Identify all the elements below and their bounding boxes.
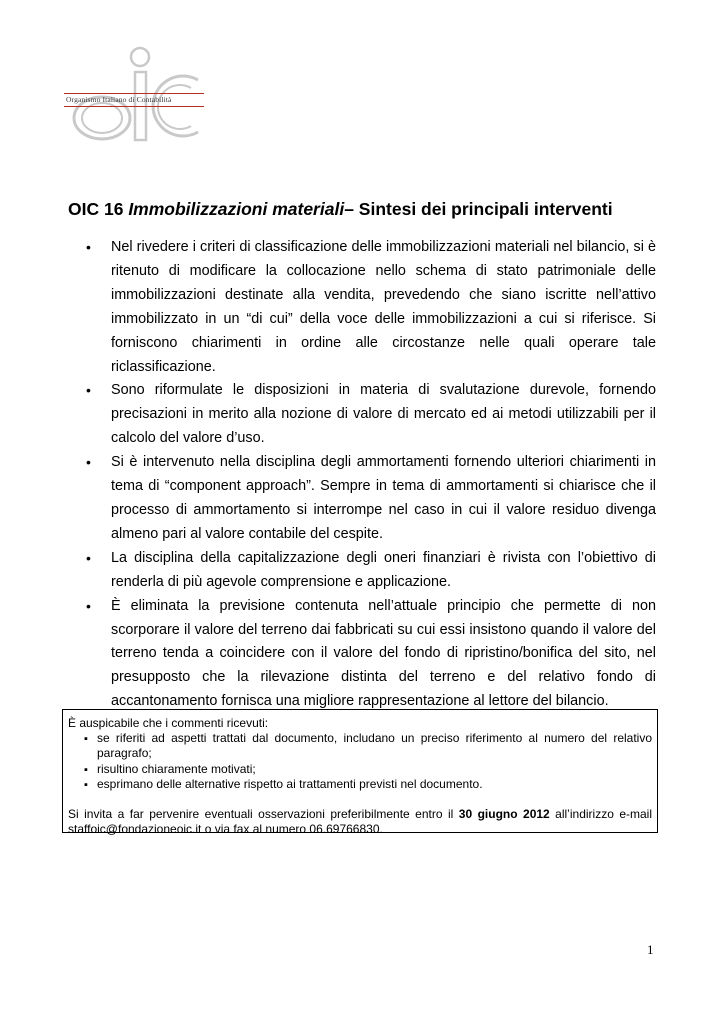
summary-list <box>68 236 656 714</box>
square-bullet-icon: ▪ <box>84 763 88 776</box>
note-intro: È auspicabile che i commenti ricevuti: <box>68 716 269 730</box>
square-bullet-icon: ▪ <box>84 733 88 746</box>
summary-item <box>68 379 656 451</box>
bullet-icon: • <box>86 549 91 566</box>
summary-item <box>68 451 656 547</box>
oic-logo <box>64 46 204 142</box>
summary-item-text: Si è intervenuto nella disciplina degli ammortamenti fornendo ulteriori chiarimenti in tema di “component approach”. Sempre in tema di ammortamenti si chiarisce che il processo di ammortamento si interrompe nel caso in cui il valore residuo divenga almeno pari al valore contabile del cespite. <box>111 454 656 542</box>
note-invite <box>68 807 652 837</box>
note-item <box>68 731 652 761</box>
invite-before: Si invita a far pervenire eventuali osservazioni preferibilmente entro il <box>68 807 459 822</box>
title-suffix: – Sintesi dei principali interventi <box>344 199 613 219</box>
note-item-text: risultino chiaramente motivati; <box>97 761 256 776</box>
summary-item <box>68 547 656 595</box>
page-number: 1 <box>647 942 654 957</box>
oic-logo-mark <box>64 46 204 142</box>
title-italic: Immobilizzazioni materiali <box>128 199 345 219</box>
bullet-icon: • <box>86 382 91 399</box>
document-title <box>68 199 613 220</box>
title-prefix: OIC 16 <box>68 199 129 219</box>
summary-item-text: La disciplina della capitalizzazione degli oneri finanziari è rivista con l’obiettivo di renderla di più agevole comprensione e applicazione. <box>111 549 656 590</box>
summary-item-text: Sono riformulate le disposizioni in materia di svalutazione durevole, fornendo precisazioni in merito alla nozione di valore di mercato ed ai metodi utilizzabili per il calcolo del valore d’uso. <box>111 382 656 447</box>
note-list <box>68 731 652 792</box>
note-item <box>68 777 652 792</box>
comments-note-box <box>62 709 658 837</box>
note-item-text: se riferiti ad aspetti trattati dal documento, includano un preciso riferimento al numero del relativo paragrafo; <box>97 731 652 761</box>
invite-after: all’indirizzo e-mail staffoic@fondazioneoic.it o via fax al numero 06.69766830. <box>68 807 652 837</box>
bullet-icon: • <box>86 454 91 471</box>
bullet-icon: • <box>86 597 91 614</box>
logo-text: Organismo Italiano di Contabilità <box>66 95 172 104</box>
summary-item <box>68 236 656 379</box>
note-item <box>68 762 652 777</box>
invite-date: 30 giugno 2012 <box>458 807 550 822</box>
summary-item <box>68 595 656 715</box>
bullet-icon: • <box>86 239 91 255</box>
logo-rule-bottom <box>64 106 204 107</box>
logo-rule-top <box>64 93 204 94</box>
summary-item-text: È eliminata la previsione contenuta nell’attuale principio che permette di non scorporare il valore del terreno dai fabbricati su cui essi insistono quando il valore del terreno tenda a coincidere con il valore del fondo di ripristino/bonifica del sito, nel presupposto che la rilevazione distinta del terreno e del relativo fondo di accantonamento fornisca una migliore rappresentazione al lettore del bilancio. <box>111 597 656 710</box>
note-item-text: esprimano delle alternative rispetto ai trattamenti previsti nel documento. <box>97 776 483 791</box>
summary-item-text: Nel rivedere i criteri di classificazione delle immobilizzazioni materiali nel bilancio, si è ritenuto di modificare la collocazione nello schema di stato patrimoniale delle immobilizzazioni destinate alla vendita, prevedendo che siano iscritte nell’attivo immobilizzato in un “di cui” della voce delle immobilizzazioni a cui si riferisce. Si forniscono chiarimenti in ordine alle circostanze nelle quali operare tale riclassificazione. <box>111 239 656 375</box>
square-bullet-icon: ▪ <box>84 778 88 791</box>
